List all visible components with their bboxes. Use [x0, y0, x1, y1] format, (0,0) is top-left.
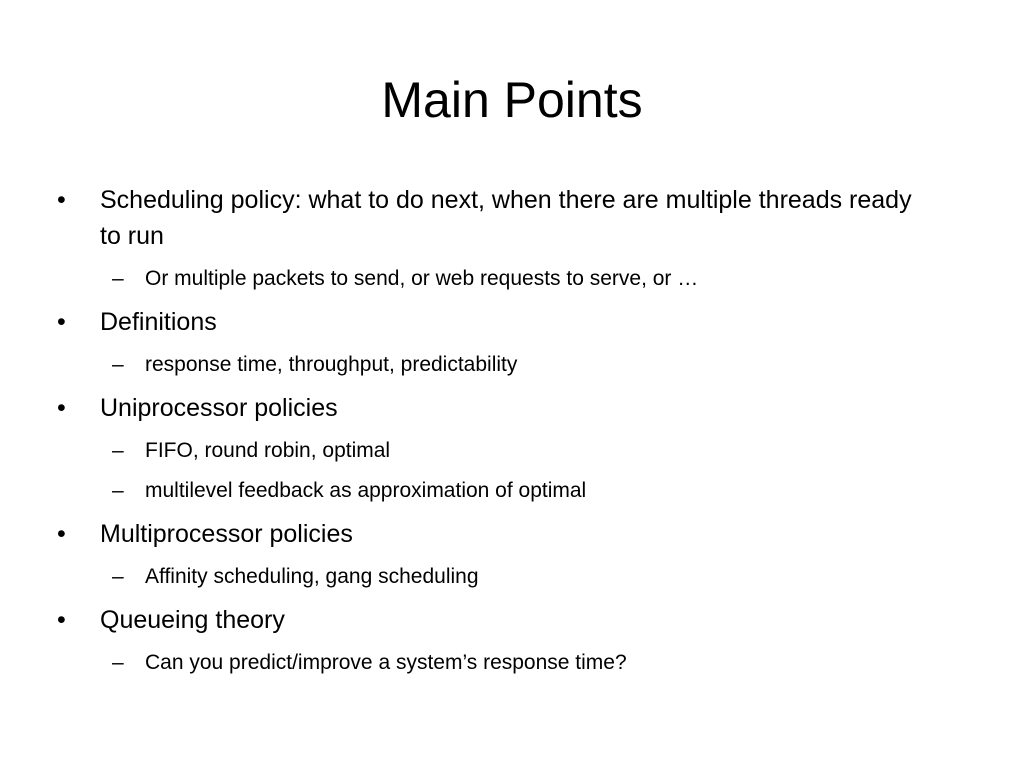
bullet-text: Queueing theory — [100, 606, 285, 634]
sub-bullet-marker: – — [112, 353, 124, 376]
bullet-marker: • — [57, 308, 66, 336]
sub-bullet-item — [0, 350, 1024, 380]
sub-bullet-item — [0, 562, 1024, 592]
sub-bullet-text: multilevel feedback as approximation of optimal — [145, 479, 587, 502]
slide-title: Main Points — [381, 72, 643, 128]
bullet-item — [0, 602, 1024, 638]
bullet-text: Multiprocessor policies — [100, 520, 353, 548]
bullet-marker: • — [57, 606, 66, 634]
sub-bullet-item — [0, 264, 1024, 294]
bullet-marker: • — [57, 520, 66, 548]
bullet-text: Uniprocessor policies — [100, 394, 338, 422]
sub-bullet-item — [0, 436, 1024, 466]
sub-bullet-marker: – — [112, 651, 124, 674]
sub-bullet-text: Can you predict/improve a system’s response time? — [145, 651, 627, 674]
sub-bullet-text: response time, throughput, predictability — [145, 353, 518, 376]
sub-bullet-item — [0, 648, 1024, 678]
sub-bullet-text: Affinity scheduling, gang scheduling — [145, 565, 479, 588]
bullet-list — [0, 182, 1024, 678]
bullet-text: Scheduling policy: what to do next, when there are multiple threads ready to run — [100, 186, 912, 250]
bullet-marker: • — [57, 186, 66, 214]
bullet-text: Definitions — [100, 308, 217, 336]
bullet-item — [0, 182, 1024, 254]
sub-bullet-text: FIFO, round robin, optimal — [145, 439, 391, 462]
sub-bullet-marker: – — [112, 565, 124, 588]
bullet-marker: • — [57, 394, 66, 422]
bullet-item — [0, 304, 1024, 340]
bullet-item — [0, 516, 1024, 552]
sub-bullet-item — [0, 476, 1024, 506]
bullet-item — [0, 390, 1024, 426]
sub-bullet-marker: – — [112, 439, 124, 462]
sub-bullet-marker: – — [112, 479, 124, 502]
sub-bullet-text: Or multiple packets to send, or web requests to serve, or … — [145, 267, 699, 290]
sub-bullet-marker: – — [112, 267, 124, 290]
